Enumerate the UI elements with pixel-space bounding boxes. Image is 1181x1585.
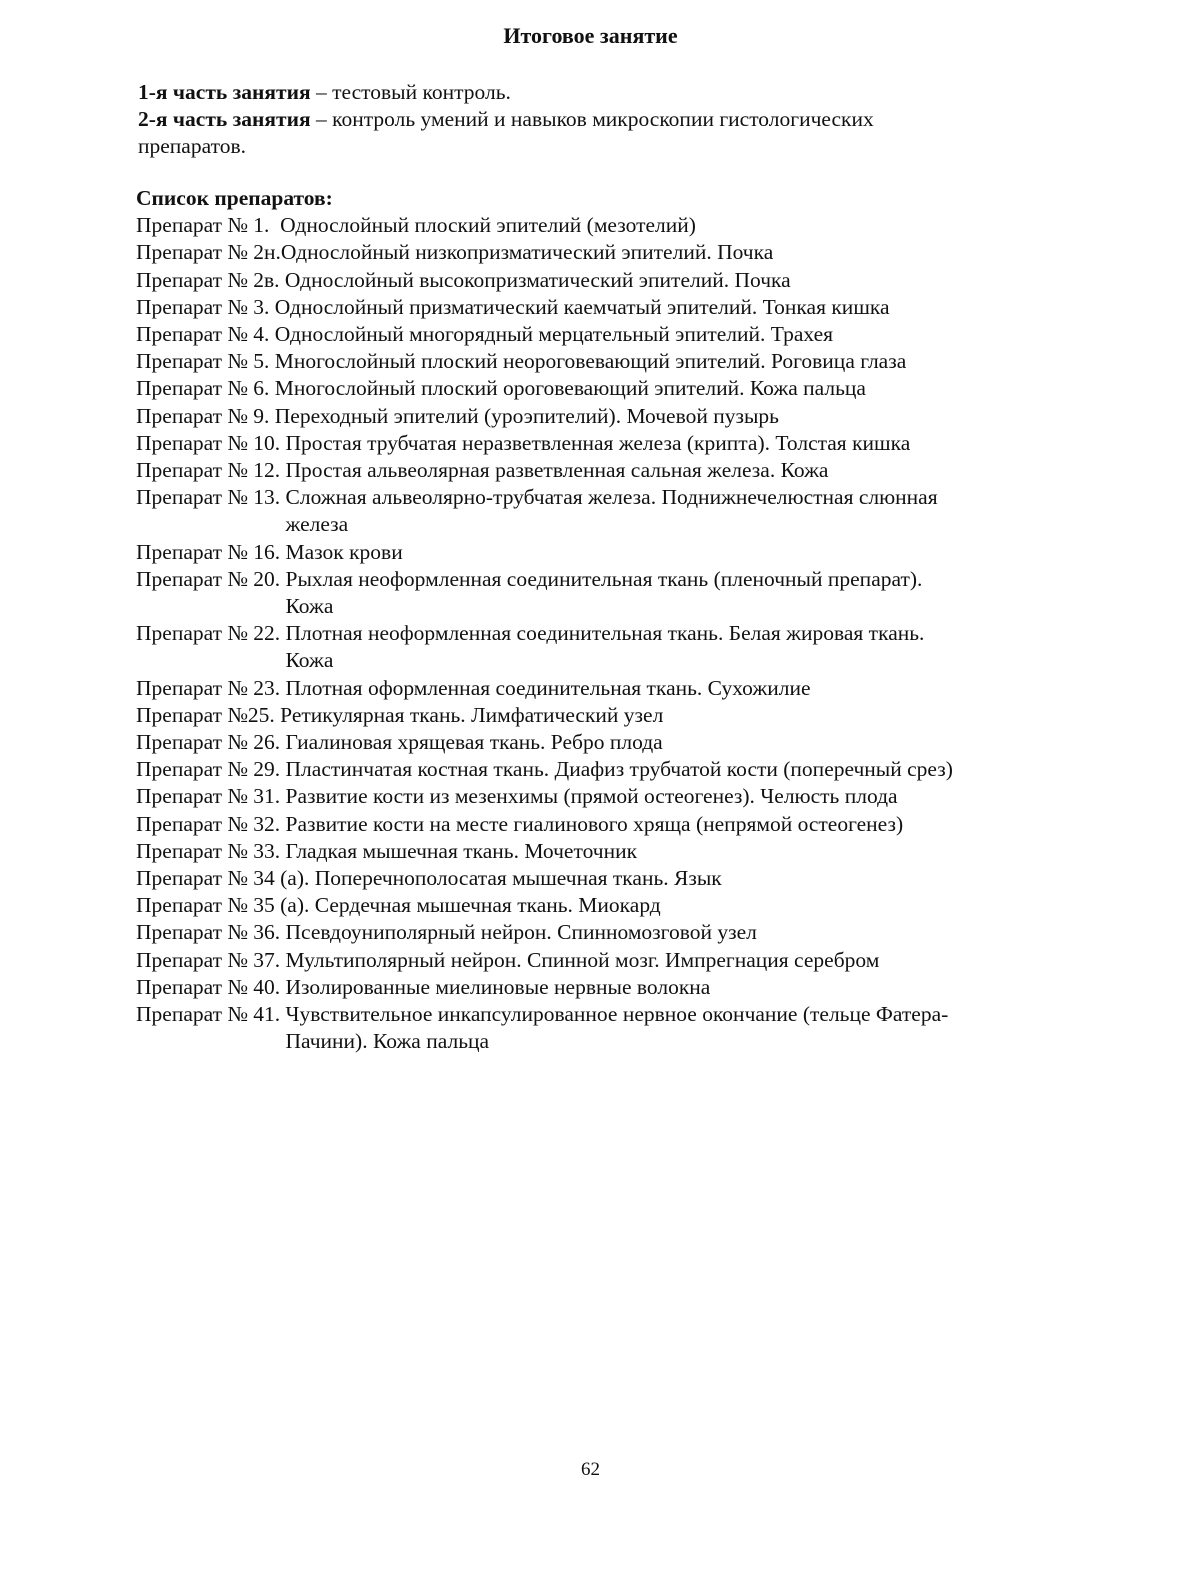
preparation-item (136, 675, 1056, 702)
preparation-item (136, 430, 1056, 457)
preparation-number: Препарат № 34 (а). (136, 866, 315, 891)
preparation-description-line: Сложная альвеолярно-трубчатая железа. Поднижнечелюстная слюнная (285, 485, 938, 510)
preparation-description (275, 348, 1056, 375)
preparation-description (285, 267, 1056, 294)
preparation-number: Препарат № 35 (а). (136, 893, 315, 918)
preparation-number: Препарат № 41. (136, 1002, 286, 1027)
preparation-description (286, 783, 1056, 810)
preparation-number: Препарат № 40. (136, 974, 286, 999)
preparation-description-line: Мультиполярный нейрон. Спинной мозг. Импрегнация серебром (285, 947, 880, 972)
preparation-number: Препарат № 26. (136, 730, 286, 755)
preparation-description-line: Однослойный плоский эпителий (мезотелий) (280, 213, 696, 238)
part-1-separator: – (310, 80, 333, 104)
preparation-item (136, 838, 1056, 865)
preparation-description-line: Однослойный призматический каемчатый эпителий. Тонкая кишка (274, 294, 890, 319)
part-2 (138, 106, 1038, 133)
preparation-description (286, 811, 1056, 838)
preparation-item (136, 974, 1056, 1001)
preparation-description (315, 892, 1056, 919)
preparation-description-line: Плотная оформленная соединительная ткань. Сухожилие (285, 675, 811, 700)
preparation-description (286, 566, 1056, 620)
preparation-item (136, 756, 1056, 783)
preparation-description (286, 430, 1056, 457)
preparation-number: Препарат № 23. (136, 675, 286, 700)
preparation-description-continuation: железа (285, 512, 349, 537)
preparation-number: Препарат № 9. (136, 403, 275, 428)
page-number: 62 (581, 1459, 600, 1480)
preparation-description-line: Многослойный плоский ороговевающий эпителий. Кожа пальца (274, 376, 866, 401)
preparation-number: Препарат № 2н. (136, 240, 281, 265)
preparation-description-line: Чувствительное инкапсулированное нервное окончание (тельце Фатера- (285, 1002, 949, 1027)
preparation-description-line: Развитие кости из мезенхимы (прямой остеогенез). Челюсть плода (285, 784, 898, 809)
preparation-description (286, 756, 1056, 783)
preparation-item (136, 702, 1056, 729)
preparation-description-line: Простая трубчатая неразветвленная железа (крипта). Толстая кишка (285, 430, 911, 455)
list-heading: Список препаратов: (136, 186, 333, 210)
preparation-description (286, 919, 1056, 946)
preparation-item (136, 729, 1056, 756)
preparation-number: Препарат №25. (136, 702, 281, 727)
preparation-description-line: Поперечнополосатая мышечная ткань. Язык (314, 866, 722, 891)
preparation-item (136, 239, 1056, 266)
preparation-item (136, 783, 1056, 810)
preparation-description-continuation: Пачини). Кожа пальца (285, 1029, 490, 1054)
preparation-number: Препарат № 3. (136, 294, 275, 319)
preparation-item (136, 892, 1056, 919)
preparation-description (286, 484, 1056, 538)
preparation-description (286, 1001, 1056, 1055)
part-1-text: тестовый контроль. (332, 80, 511, 104)
preparation-description-line: Ретикулярная ткань. Лимфатический узел (280, 702, 664, 727)
preparation-description-line: Однослойный низкопризматический эпителий. Почка (280, 240, 774, 265)
preparation-number: Препарат № 10. (136, 430, 286, 455)
preparation-description-line: Многослойный плоский неороговевающий эпителий. Роговица глаза (274, 349, 907, 374)
preparation-number: Препарат № 5. (136, 349, 275, 374)
preparation-description (275, 375, 1056, 402)
preparation-number: Препарат № 16. (136, 539, 286, 564)
preparation-item (136, 267, 1056, 294)
preparation-description-line: Сердечная мышечная ткань. Миокард (314, 893, 661, 918)
page-title: Итоговое занятие (503, 23, 678, 48)
part-1-label: 1-я часть занятия (138, 80, 311, 104)
preparation-item (136, 403, 1056, 430)
preparation-item (136, 865, 1056, 892)
preparation-item (136, 348, 1056, 375)
preparation-number: Препарат № 29. (136, 757, 286, 782)
part-2-text: контроль умений и навыков микроскопии гистологических (332, 107, 874, 131)
preparation-description-line: Плотная неоформленная соединительная ткань. Белая жировая ткань. (285, 621, 925, 646)
preparation-item (136, 212, 1056, 239)
preparation-description (280, 212, 1056, 239)
preparation-description-line: Гиалиновая хрящевая ткань. Ребро плода (285, 730, 663, 755)
preparation-description (286, 729, 1056, 756)
preparation-number: Препарат № 37. (136, 947, 286, 972)
preparation-number: Препарат № 2в. (136, 267, 285, 292)
preparation-description (286, 457, 1056, 484)
preparation-description-line: Пластинчатая костная ткань. Диафиз трубчатой кости (поперечный срез) (285, 757, 953, 782)
preparation-description-continuation: Кожа (285, 648, 334, 673)
preparation-item (136, 375, 1056, 402)
preparation-number: Препарат № 33. (136, 838, 286, 863)
part-2-continuation: препаратов. (138, 134, 246, 158)
preparation-item (136, 811, 1056, 838)
preparation-description-line: Гладкая мышечная ткань. Мочеточник (285, 838, 638, 863)
preparation-description-line: Изолированные миелиновые нервные волокна (285, 974, 711, 999)
preparation-description (275, 321, 1056, 348)
part-2-label: 2-я часть занятия (138, 107, 311, 131)
preparation-description (315, 865, 1056, 892)
part-1 (138, 79, 1038, 106)
preparation-number: Препарат № 32. (136, 811, 286, 836)
preparation-description (286, 675, 1056, 702)
preparation-description-continuation: Кожа (285, 594, 334, 619)
preparation-description (281, 239, 1056, 266)
preparation-item (136, 947, 1056, 974)
preparation-number: Препарат № 22. (136, 621, 286, 646)
preparation-description-line: Развитие кости на месте гиалинового хряща (непрямой остеогенез) (285, 811, 904, 836)
preparation-description-line: Однослойный высокопризматический эпителий. Почка (284, 267, 791, 292)
preparation-item (136, 919, 1056, 946)
preparation-item (136, 1001, 1056, 1055)
part-2-separator: – (310, 107, 333, 131)
preparation-description-line: Рыхлая неоформленная соединительная ткань (пленочный препарат). (285, 566, 923, 591)
preparation-description (286, 838, 1056, 865)
preparation-item (136, 484, 1056, 538)
preparation-number: Препарат № 20. (136, 566, 286, 591)
preparation-item (136, 457, 1056, 484)
preparation-item (136, 539, 1056, 566)
preparation-number: Препарат № 36. (136, 920, 286, 945)
preparation-number: Препарат № 13. (136, 485, 286, 510)
preparation-description (286, 620, 1056, 674)
session-parts (138, 79, 1038, 160)
preparation-description-line: Переходный эпителий (уроэпителий). Мочевой пузырь (274, 403, 779, 428)
preparation-description (286, 947, 1056, 974)
preparation-description (275, 294, 1056, 321)
preparations-list (136, 185, 1056, 1056)
preparation-item (136, 620, 1056, 674)
preparation-description (275, 403, 1056, 430)
preparation-description (286, 539, 1056, 566)
preparation-number: Препарат № 12. (136, 458, 286, 483)
preparation-number: Препарат № 1. (136, 213, 281, 238)
preparation-number: Препарат № 6. (136, 376, 275, 401)
preparation-item (136, 566, 1056, 620)
preparation-number: Препарат № 31. (136, 784, 286, 809)
preparation-item (136, 294, 1056, 321)
preparation-description (280, 702, 1056, 729)
preparation-description-line: Простая альвеолярная разветвленная сальная железа. Кожа (285, 458, 829, 483)
preparation-number: Препарат № 4. (136, 322, 275, 347)
preparation-description (286, 974, 1056, 1001)
preparation-items (136, 212, 1056, 1055)
preparation-item (136, 321, 1056, 348)
preparation-description-line: Мазок крови (285, 539, 403, 564)
preparation-description-line: Однослойный многорядный мерцательный эпителий. Трахея (274, 322, 834, 347)
preparation-description-line: Псевдоуниполярный нейрон. Спинномозговой узел (285, 920, 757, 945)
